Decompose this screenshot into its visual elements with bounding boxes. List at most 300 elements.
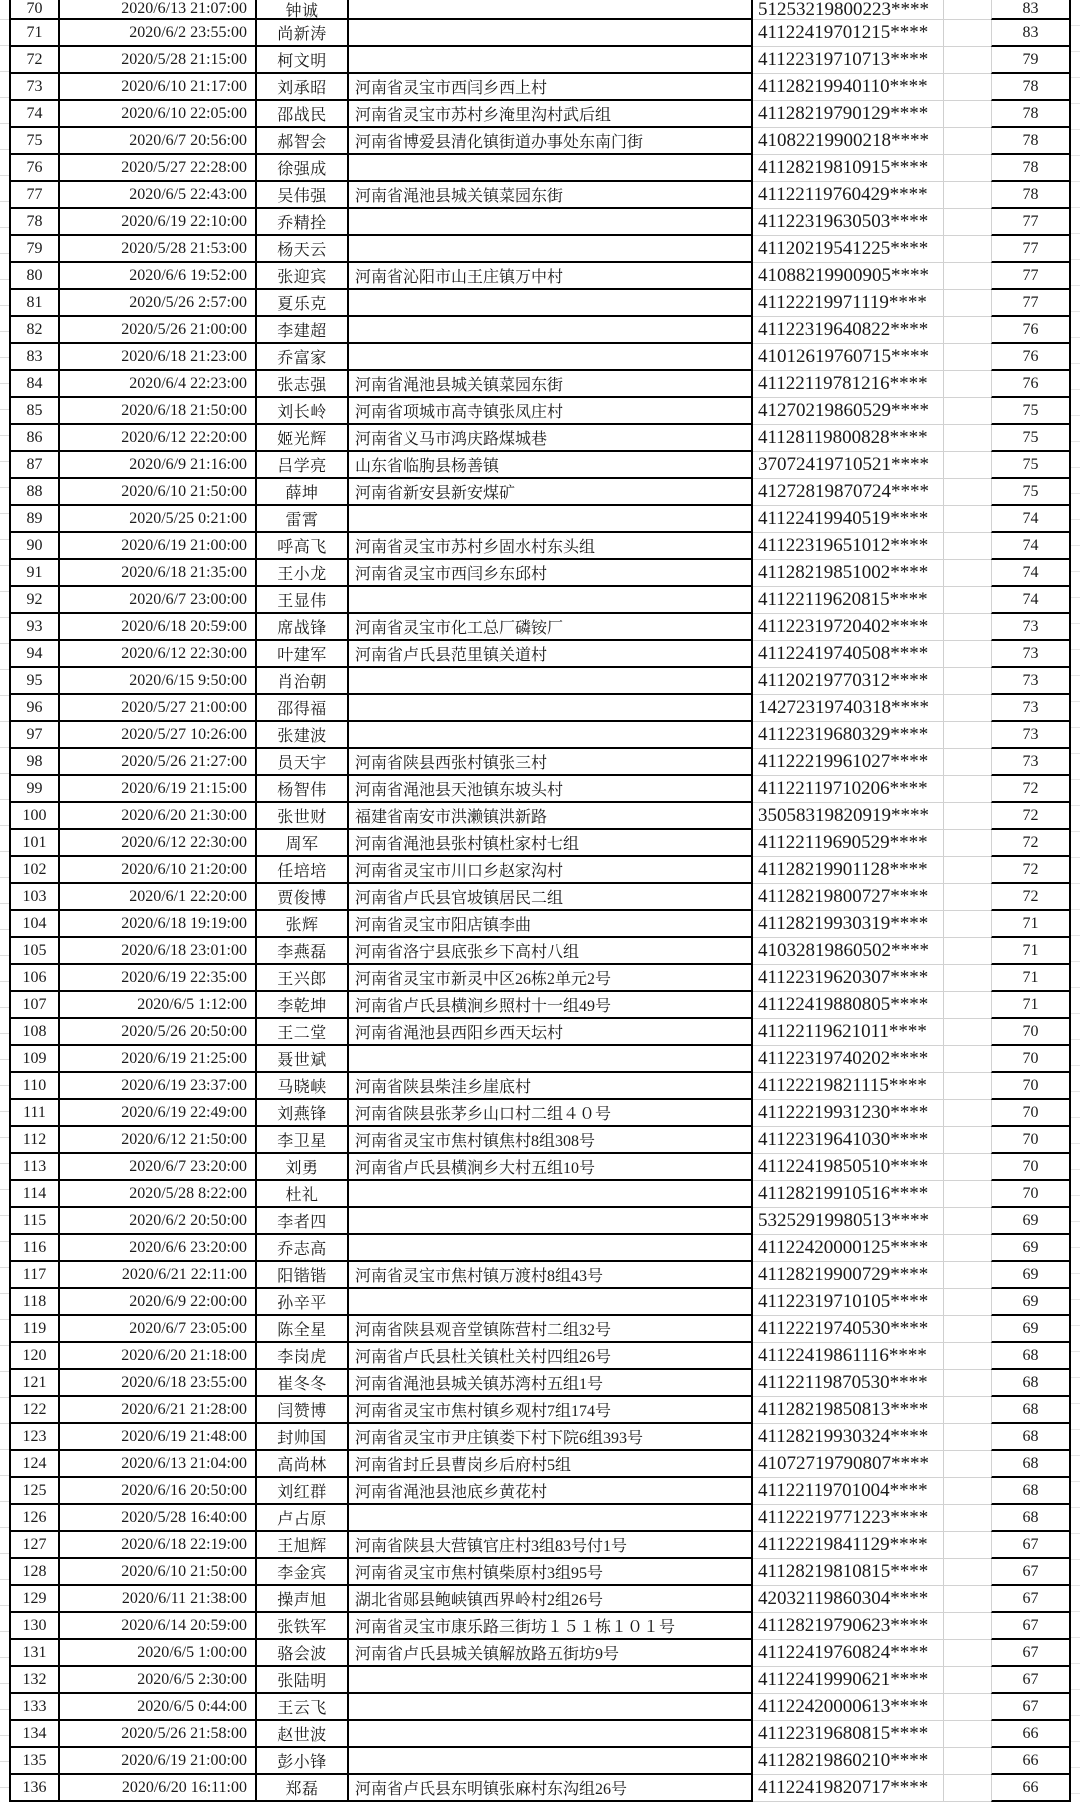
row-index-cell[interactable]: 131 bbox=[9, 1640, 60, 1667]
person-name-cell[interactable]: 叶建军 bbox=[257, 641, 349, 668]
row-index-cell[interactable]: 129 bbox=[9, 1586, 60, 1613]
id-number-cell[interactable]: 41128219810915**** bbox=[753, 155, 991, 182]
datetime-cell[interactable]: 2020/5/26 21:00:00 bbox=[60, 317, 257, 344]
datetime-cell[interactable]: 2020/5/28 16:40:00 bbox=[60, 1505, 257, 1532]
row-index-cell[interactable]: 83 bbox=[9, 344, 60, 371]
person-name-cell[interactable]: 杨智伟 bbox=[257, 776, 349, 803]
id-number-cell[interactable]: 41012619760715**** bbox=[753, 344, 991, 371]
row-index-cell[interactable]: 71 bbox=[9, 20, 60, 47]
id-number-cell[interactable]: 14272319740318**** bbox=[753, 695, 991, 722]
row-index-cell[interactable]: 93 bbox=[9, 614, 60, 641]
score-cell[interactable]: 74 bbox=[991, 587, 1071, 614]
datetime-cell[interactable]: 2020/6/10 21:50:00 bbox=[60, 1559, 257, 1586]
datetime-cell[interactable]: 2020/6/18 21:35:00 bbox=[60, 560, 257, 587]
score-cell[interactable]: 67 bbox=[991, 1613, 1071, 1640]
datetime-cell[interactable]: 2020/6/13 21:04:00 bbox=[60, 1451, 257, 1478]
row-index-cell[interactable]: 105 bbox=[9, 938, 60, 965]
address-cell[interactable] bbox=[349, 236, 753, 263]
id-number-cell[interactable]: 41122119710206**** bbox=[753, 776, 991, 803]
address-cell[interactable]: 河南省沁阳市山王庄镇万中村 bbox=[349, 263, 753, 290]
address-cell[interactable]: 河南省灵宝市西闫乡东邱村 bbox=[349, 560, 753, 587]
person-name-cell[interactable]: 夏乐克 bbox=[257, 290, 349, 317]
row-index-cell[interactable]: 116 bbox=[9, 1235, 60, 1262]
row-index-cell[interactable]: 118 bbox=[9, 1289, 60, 1316]
datetime-cell[interactable]: 2020/5/28 21:53:00 bbox=[60, 236, 257, 263]
address-cell[interactable] bbox=[349, 209, 753, 236]
score-cell[interactable]: 77 bbox=[991, 263, 1071, 290]
score-cell[interactable]: 72 bbox=[991, 803, 1071, 830]
row-index-cell[interactable]: 114 bbox=[9, 1181, 60, 1208]
id-number-cell[interactable]: 41128219850813**** bbox=[753, 1397, 991, 1424]
address-cell[interactable]: 河南省博爱县清化镇街道办事处东南门街 bbox=[349, 128, 753, 155]
datetime-cell[interactable]: 2020/6/4 22:23:00 bbox=[60, 371, 257, 398]
row-index-cell[interactable]: 112 bbox=[9, 1127, 60, 1154]
address-cell[interactable]: 河南省卢氏县横涧乡大村五组10号 bbox=[349, 1154, 753, 1181]
row-index-cell[interactable]: 84 bbox=[9, 371, 60, 398]
row-index-cell[interactable]: 88 bbox=[9, 479, 60, 506]
row-index-cell[interactable]: 96 bbox=[9, 695, 60, 722]
score-cell[interactable]: 71 bbox=[991, 938, 1071, 965]
datetime-cell[interactable]: 2020/6/20 21:30:00 bbox=[60, 803, 257, 830]
person-name-cell[interactable]: 李岗虎 bbox=[257, 1343, 349, 1370]
datetime-cell[interactable]: 2020/6/7 23:20:00 bbox=[60, 1154, 257, 1181]
score-cell[interactable]: 68 bbox=[991, 1370, 1071, 1397]
row-index-cell[interactable]: 136 bbox=[9, 1775, 60, 1802]
datetime-cell[interactable]: 2020/6/10 22:05:00 bbox=[60, 101, 257, 128]
row-index-cell[interactable]: 98 bbox=[9, 749, 60, 776]
row-index-cell[interactable]: 107 bbox=[9, 992, 60, 1019]
score-cell[interactable]: 68 bbox=[991, 1397, 1071, 1424]
id-number-cell[interactable]: 41128219901128**** bbox=[753, 857, 991, 884]
address-cell[interactable]: 河南省灵宝市川口乡赵家沟村 bbox=[349, 857, 753, 884]
row-index-cell[interactable]: 79 bbox=[9, 236, 60, 263]
address-cell[interactable] bbox=[349, 317, 753, 344]
address-cell[interactable] bbox=[349, 1235, 753, 1262]
address-cell[interactable]: 河南省卢氏县东明镇张麻村东沟组26号 bbox=[349, 1775, 753, 1802]
score-cell[interactable]: 74 bbox=[991, 560, 1071, 587]
address-cell[interactable]: 河南省卢氏县横涧乡照村十一组49号 bbox=[349, 992, 753, 1019]
id-number-cell[interactable]: 41122419701215**** bbox=[753, 20, 991, 47]
datetime-cell[interactable]: 2020/6/19 21:48:00 bbox=[60, 1424, 257, 1451]
score-cell[interactable]: 66 bbox=[991, 1721, 1071, 1748]
score-cell[interactable]: 71 bbox=[991, 992, 1071, 1019]
address-cell[interactable]: 河南省卢氏县范里镇关道村 bbox=[349, 641, 753, 668]
person-name-cell[interactable]: 钟诚 bbox=[257, 0, 349, 20]
address-cell[interactable]: 河南省灵宝市西闫乡西上村 bbox=[349, 74, 753, 101]
address-cell[interactable] bbox=[349, 47, 753, 74]
datetime-cell[interactable]: 2020/6/19 21:15:00 bbox=[60, 776, 257, 803]
row-index-cell[interactable]: 113 bbox=[9, 1154, 60, 1181]
person-name-cell[interactable]: 姬光辉 bbox=[257, 425, 349, 452]
person-name-cell[interactable]: 李建超 bbox=[257, 317, 349, 344]
address-cell[interactable]: 河南省洛宁县底张乡下高村八组 bbox=[349, 938, 753, 965]
id-number-cell[interactable]: 41120219770312**** bbox=[753, 668, 991, 695]
score-cell[interactable]: 67 bbox=[991, 1586, 1071, 1613]
id-number-cell[interactable]: 41122419940519**** bbox=[753, 506, 991, 533]
id-number-cell[interactable]: 41128219940110**** bbox=[753, 74, 991, 101]
score-cell[interactable]: 72 bbox=[991, 776, 1071, 803]
person-name-cell[interactable]: 周军 bbox=[257, 830, 349, 857]
score-cell[interactable]: 79 bbox=[991, 47, 1071, 74]
id-number-cell[interactable]: 41128219790129**** bbox=[753, 101, 991, 128]
score-cell[interactable]: 73 bbox=[991, 668, 1071, 695]
datetime-cell[interactable]: 2020/5/27 21:00:00 bbox=[60, 695, 257, 722]
row-index-cell[interactable]: 127 bbox=[9, 1532, 60, 1559]
address-cell[interactable]: 河南省新安县新安煤矿 bbox=[349, 479, 753, 506]
person-name-cell[interactable]: 张志强 bbox=[257, 371, 349, 398]
address-cell[interactable]: 河南省灵宝市新灵中区26栋2单元2号 bbox=[349, 965, 753, 992]
address-cell[interactable]: 河南省渑池县池底乡黄花村 bbox=[349, 1478, 753, 1505]
row-index-cell[interactable]: 95 bbox=[9, 668, 60, 695]
datetime-cell[interactable]: 2020/6/18 23:01:00 bbox=[60, 938, 257, 965]
id-number-cell[interactable]: 41120219541225**** bbox=[753, 236, 991, 263]
person-name-cell[interactable]: 肖治朝 bbox=[257, 668, 349, 695]
score-cell[interactable]: 69 bbox=[991, 1208, 1071, 1235]
person-name-cell[interactable]: 操声旭 bbox=[257, 1586, 349, 1613]
id-number-cell[interactable]: 41122319680329**** bbox=[753, 722, 991, 749]
datetime-cell[interactable]: 2020/6/6 19:52:00 bbox=[60, 263, 257, 290]
row-index-cell[interactable]: 111 bbox=[9, 1100, 60, 1127]
person-name-cell[interactable]: 封帅国 bbox=[257, 1424, 349, 1451]
row-index-cell[interactable]: 97 bbox=[9, 722, 60, 749]
datetime-cell[interactable]: 2020/6/7 23:05:00 bbox=[60, 1316, 257, 1343]
score-cell[interactable]: 78 bbox=[991, 101, 1071, 128]
score-cell[interactable]: 74 bbox=[991, 533, 1071, 560]
row-index-cell[interactable]: 119 bbox=[9, 1316, 60, 1343]
datetime-cell[interactable]: 2020/6/19 21:25:00 bbox=[60, 1046, 257, 1073]
row-index-cell[interactable]: 120 bbox=[9, 1343, 60, 1370]
person-name-cell[interactable]: 李者四 bbox=[257, 1208, 349, 1235]
person-name-cell[interactable]: 吕学亮 bbox=[257, 452, 349, 479]
row-index-cell[interactable]: 99 bbox=[9, 776, 60, 803]
row-index-cell[interactable]: 94 bbox=[9, 641, 60, 668]
person-name-cell[interactable]: 吴伟强 bbox=[257, 182, 349, 209]
address-cell[interactable] bbox=[349, 695, 753, 722]
address-cell[interactable]: 河南省灵宝市康乐路三街坊１５１栋１０１号 bbox=[349, 1613, 753, 1640]
id-number-cell[interactable]: 41122319680815**** bbox=[753, 1721, 991, 1748]
id-number-cell[interactable]: 41122419861116**** bbox=[753, 1343, 991, 1370]
row-index-cell[interactable]: 110 bbox=[9, 1073, 60, 1100]
datetime-cell[interactable]: 2020/6/15 9:50:00 bbox=[60, 668, 257, 695]
score-cell[interactable]: 75 bbox=[991, 452, 1071, 479]
row-index-cell[interactable]: 91 bbox=[9, 560, 60, 587]
datetime-cell[interactable]: 2020/6/16 20:50:00 bbox=[60, 1478, 257, 1505]
person-name-cell[interactable]: 闫赞博 bbox=[257, 1397, 349, 1424]
id-number-cell[interactable]: 41122119620815**** bbox=[753, 587, 991, 614]
id-number-cell[interactable]: 41122319710105**** bbox=[753, 1289, 991, 1316]
person-name-cell[interactable]: 赵世波 bbox=[257, 1721, 349, 1748]
row-index-cell[interactable]: 92 bbox=[9, 587, 60, 614]
row-index-cell[interactable]: 87 bbox=[9, 452, 60, 479]
id-number-cell[interactable]: 37072419710521**** bbox=[753, 452, 991, 479]
row-index-cell[interactable]: 86 bbox=[9, 425, 60, 452]
score-cell[interactable]: 77 bbox=[991, 290, 1071, 317]
row-index-cell[interactable]: 76 bbox=[9, 155, 60, 182]
datetime-cell[interactable]: 2020/6/5 0:44:00 bbox=[60, 1694, 257, 1721]
id-number-cell[interactable]: 41128219860210**** bbox=[753, 1748, 991, 1775]
score-cell[interactable]: 73 bbox=[991, 614, 1071, 641]
address-cell[interactable]: 河南省渑池县张村镇杜家村七组 bbox=[349, 830, 753, 857]
id-number-cell[interactable]: 41128219910516**** bbox=[753, 1181, 991, 1208]
person-name-cell[interactable]: 邵战民 bbox=[257, 101, 349, 128]
row-index-cell[interactable]: 117 bbox=[9, 1262, 60, 1289]
id-number-cell[interactable]: 53252919980513**** bbox=[753, 1208, 991, 1235]
id-number-cell[interactable]: 41122119781216**** bbox=[753, 371, 991, 398]
score-cell[interactable]: 78 bbox=[991, 155, 1071, 182]
score-cell[interactable]: 78 bbox=[991, 182, 1071, 209]
row-index-cell[interactable]: 75 bbox=[9, 128, 60, 155]
address-cell[interactable]: 河南省灵宝市阳店镇李曲 bbox=[349, 911, 753, 938]
datetime-cell[interactable]: 2020/5/26 21:58:00 bbox=[60, 1721, 257, 1748]
id-number-cell[interactable]: 41122419990621**** bbox=[753, 1667, 991, 1694]
person-name-cell[interactable]: 员天宇 bbox=[257, 749, 349, 776]
score-cell[interactable]: 75 bbox=[991, 479, 1071, 506]
id-number-cell[interactable]: 35058319820919**** bbox=[753, 803, 991, 830]
datetime-cell[interactable]: 2020/6/20 16:11:00 bbox=[60, 1775, 257, 1802]
person-name-cell[interactable]: 张陆明 bbox=[257, 1667, 349, 1694]
address-cell[interactable]: 河南省灵宝市苏村乡固水村东头组 bbox=[349, 533, 753, 560]
id-number-cell[interactable]: 41082219900218**** bbox=[753, 128, 991, 155]
id-number-cell[interactable]: 41122119870530**** bbox=[753, 1370, 991, 1397]
person-name-cell[interactable]: 王小龙 bbox=[257, 560, 349, 587]
datetime-cell[interactable]: 2020/5/26 20:50:00 bbox=[60, 1019, 257, 1046]
person-name-cell[interactable]: 王兴郎 bbox=[257, 965, 349, 992]
datetime-cell[interactable]: 2020/6/7 20:56:00 bbox=[60, 128, 257, 155]
score-cell[interactable]: 72 bbox=[991, 857, 1071, 884]
row-index-cell[interactable]: 104 bbox=[9, 911, 60, 938]
id-number-cell[interactable]: 41122319620307**** bbox=[753, 965, 991, 992]
score-cell[interactable]: 75 bbox=[991, 425, 1071, 452]
score-cell[interactable]: 68 bbox=[991, 1424, 1071, 1451]
person-name-cell[interactable]: 陈全星 bbox=[257, 1316, 349, 1343]
row-index-cell[interactable]: 100 bbox=[9, 803, 60, 830]
id-number-cell[interactable]: 41122219740530**** bbox=[753, 1316, 991, 1343]
person-name-cell[interactable]: 贾俊博 bbox=[257, 884, 349, 911]
row-index-cell[interactable]: 77 bbox=[9, 182, 60, 209]
address-cell[interactable]: 河南省灵宝市焦村镇万渡村8组43号 bbox=[349, 1262, 753, 1289]
person-name-cell[interactable]: 阳锴锴 bbox=[257, 1262, 349, 1289]
score-cell[interactable]: 68 bbox=[991, 1505, 1071, 1532]
score-cell[interactable]: 78 bbox=[991, 128, 1071, 155]
score-cell[interactable]: 77 bbox=[991, 236, 1071, 263]
person-name-cell[interactable]: 张迎宾 bbox=[257, 263, 349, 290]
person-name-cell[interactable]: 王显伟 bbox=[257, 587, 349, 614]
id-number-cell[interactable]: 41122119760429**** bbox=[753, 182, 991, 209]
row-index-cell[interactable]: 124 bbox=[9, 1451, 60, 1478]
score-cell[interactable]: 66 bbox=[991, 1748, 1071, 1775]
id-number-cell[interactable]: 41072719790807**** bbox=[753, 1451, 991, 1478]
score-cell[interactable]: 70 bbox=[991, 1073, 1071, 1100]
person-name-cell[interactable]: 乔志高 bbox=[257, 1235, 349, 1262]
id-number-cell[interactable]: 41122319720402**** bbox=[753, 614, 991, 641]
id-number-cell[interactable]: 41128219810815**** bbox=[753, 1559, 991, 1586]
row-index-cell[interactable]: 90 bbox=[9, 533, 60, 560]
datetime-cell[interactable]: 2020/6/6 23:20:00 bbox=[60, 1235, 257, 1262]
person-name-cell[interactable]: 刘勇 bbox=[257, 1154, 349, 1181]
id-number-cell[interactable]: 41088219900905**** bbox=[753, 263, 991, 290]
row-index-cell[interactable]: 101 bbox=[9, 830, 60, 857]
datetime-cell[interactable]: 2020/6/21 21:28:00 bbox=[60, 1397, 257, 1424]
score-cell[interactable]: 75 bbox=[991, 398, 1071, 425]
datetime-cell[interactable]: 2020/5/26 2:57:00 bbox=[60, 290, 257, 317]
id-number-cell[interactable]: 41122419740508**** bbox=[753, 641, 991, 668]
address-cell[interactable]: 河南省项城市高寺镇张凤庄村 bbox=[349, 398, 753, 425]
datetime-cell[interactable]: 2020/6/12 22:20:00 bbox=[60, 425, 257, 452]
person-name-cell[interactable]: 卢占原 bbox=[257, 1505, 349, 1532]
id-number-cell[interactable]: 41032819860502**** bbox=[753, 938, 991, 965]
score-cell[interactable]: 73 bbox=[991, 749, 1071, 776]
address-cell[interactable] bbox=[349, 155, 753, 182]
score-cell[interactable]: 68 bbox=[991, 1451, 1071, 1478]
row-index-cell[interactable]: 134 bbox=[9, 1721, 60, 1748]
row-index-cell[interactable]: 81 bbox=[9, 290, 60, 317]
datetime-cell[interactable]: 2020/6/10 21:50:00 bbox=[60, 479, 257, 506]
address-cell[interactable] bbox=[349, 1721, 753, 1748]
row-index-cell[interactable]: 103 bbox=[9, 884, 60, 911]
address-cell[interactable]: 河南省封丘县曹岗乡后府村5组 bbox=[349, 1451, 753, 1478]
person-name-cell[interactable]: 杨天云 bbox=[257, 236, 349, 263]
row-index-cell[interactable]: 106 bbox=[9, 965, 60, 992]
datetime-cell[interactable]: 2020/6/18 21:23:00 bbox=[60, 344, 257, 371]
person-name-cell[interactable]: 张辉 bbox=[257, 911, 349, 938]
address-cell[interactable] bbox=[349, 668, 753, 695]
datetime-cell[interactable]: 2020/6/19 21:00:00 bbox=[60, 533, 257, 560]
person-name-cell[interactable]: 呼高飞 bbox=[257, 533, 349, 560]
score-cell[interactable]: 70 bbox=[991, 1181, 1071, 1208]
datetime-cell[interactable]: 2020/6/21 22:11:00 bbox=[60, 1262, 257, 1289]
datetime-cell[interactable]: 2020/6/9 21:16:00 bbox=[60, 452, 257, 479]
score-cell[interactable]: 67 bbox=[991, 1559, 1071, 1586]
datetime-cell[interactable]: 2020/5/28 21:15:00 bbox=[60, 47, 257, 74]
score-cell[interactable]: 76 bbox=[991, 317, 1071, 344]
person-name-cell[interactable]: 雷霄 bbox=[257, 506, 349, 533]
score-cell[interactable]: 70 bbox=[991, 1154, 1071, 1181]
person-name-cell[interactable]: 邵得福 bbox=[257, 695, 349, 722]
id-number-cell[interactable]: 41122219971119**** bbox=[753, 290, 991, 317]
person-name-cell[interactable]: 薛坤 bbox=[257, 479, 349, 506]
row-index-cell[interactable]: 80 bbox=[9, 263, 60, 290]
address-cell[interactable] bbox=[349, 1694, 753, 1721]
datetime-cell[interactable]: 2020/6/1 22:20:00 bbox=[60, 884, 257, 911]
row-index-cell[interactable]: 82 bbox=[9, 317, 60, 344]
address-cell[interactable]: 河南省灵宝市苏村乡淹里沟村武后组 bbox=[349, 101, 753, 128]
score-cell[interactable]: 78 bbox=[991, 74, 1071, 101]
row-index-cell[interactable]: 89 bbox=[9, 506, 60, 533]
id-number-cell[interactable]: 41128219800727**** bbox=[753, 884, 991, 911]
datetime-cell[interactable]: 2020/6/12 21:50:00 bbox=[60, 1127, 257, 1154]
score-cell[interactable]: 69 bbox=[991, 1235, 1071, 1262]
address-cell[interactable] bbox=[349, 1208, 753, 1235]
address-cell[interactable]: 福建省南安市洪濑镇洪新路 bbox=[349, 803, 753, 830]
row-index-cell[interactable]: 128 bbox=[9, 1559, 60, 1586]
person-name-cell[interactable]: 高尚林 bbox=[257, 1451, 349, 1478]
row-index-cell[interactable]: 115 bbox=[9, 1208, 60, 1235]
datetime-cell[interactable]: 2020/6/20 21:18:00 bbox=[60, 1343, 257, 1370]
score-cell[interactable]: 69 bbox=[991, 1262, 1071, 1289]
address-cell[interactable]: 湖北省郧县鲍峡镇西界岭村2组26号 bbox=[349, 1586, 753, 1613]
person-name-cell[interactable]: 乔精拴 bbox=[257, 209, 349, 236]
address-cell[interactable]: 河南省渑池县城关镇菜园东街 bbox=[349, 182, 753, 209]
score-cell[interactable]: 67 bbox=[991, 1532, 1071, 1559]
person-name-cell[interactable]: 张世财 bbox=[257, 803, 349, 830]
address-cell[interactable]: 河南省陕县大营镇官庄村3组83号付1号 bbox=[349, 1532, 753, 1559]
person-name-cell[interactable]: 乔富家 bbox=[257, 344, 349, 371]
datetime-cell[interactable]: 2020/5/26 21:27:00 bbox=[60, 749, 257, 776]
row-index-cell[interactable]: 132 bbox=[9, 1667, 60, 1694]
score-cell[interactable]: 67 bbox=[991, 1640, 1071, 1667]
address-cell[interactable]: 河南省灵宝市化工总厂磷铵厂 bbox=[349, 614, 753, 641]
person-name-cell[interactable]: 李卫星 bbox=[257, 1127, 349, 1154]
person-name-cell[interactable]: 李燕磊 bbox=[257, 938, 349, 965]
score-cell[interactable]: 67 bbox=[991, 1667, 1071, 1694]
datetime-cell[interactable]: 2020/6/5 1:12:00 bbox=[60, 992, 257, 1019]
id-number-cell[interactable]: 41122420000125**** bbox=[753, 1235, 991, 1262]
score-cell[interactable]: 74 bbox=[991, 506, 1071, 533]
datetime-cell[interactable]: 2020/5/25 0:21:00 bbox=[60, 506, 257, 533]
score-cell[interactable]: 76 bbox=[991, 344, 1071, 371]
row-index-cell[interactable]: 74 bbox=[9, 101, 60, 128]
address-cell[interactable] bbox=[349, 1046, 753, 1073]
score-cell[interactable]: 73 bbox=[991, 722, 1071, 749]
row-index-cell[interactable]: 125 bbox=[9, 1478, 60, 1505]
person-name-cell[interactable]: 骆会波 bbox=[257, 1640, 349, 1667]
datetime-cell[interactable]: 2020/5/27 10:26:00 bbox=[60, 722, 257, 749]
datetime-cell[interactable]: 2020/6/7 23:00:00 bbox=[60, 587, 257, 614]
score-cell[interactable]: 70 bbox=[991, 1127, 1071, 1154]
datetime-cell[interactable]: 2020/6/18 20:59:00 bbox=[60, 614, 257, 641]
person-name-cell[interactable]: 徐强成 bbox=[257, 155, 349, 182]
person-name-cell[interactable]: 柯文明 bbox=[257, 47, 349, 74]
id-number-cell[interactable]: 41122419880805**** bbox=[753, 992, 991, 1019]
person-name-cell[interactable]: 任培培 bbox=[257, 857, 349, 884]
person-name-cell[interactable]: 王二堂 bbox=[257, 1019, 349, 1046]
address-cell[interactable]: 河南省渑池县西阳乡西天坛村 bbox=[349, 1019, 753, 1046]
address-cell[interactable] bbox=[349, 1748, 753, 1775]
score-cell[interactable]: 68 bbox=[991, 1478, 1071, 1505]
id-number-cell[interactable]: 41122419760824**** bbox=[753, 1640, 991, 1667]
person-name-cell[interactable]: 王云飞 bbox=[257, 1694, 349, 1721]
datetime-cell[interactable]: 2020/6/19 22:10:00 bbox=[60, 209, 257, 236]
person-name-cell[interactable]: 聂世斌 bbox=[257, 1046, 349, 1073]
person-name-cell[interactable]: 刘燕锋 bbox=[257, 1100, 349, 1127]
datetime-cell[interactable]: 2020/6/18 22:19:00 bbox=[60, 1532, 257, 1559]
datetime-cell[interactable]: 2020/6/5 1:00:00 bbox=[60, 1640, 257, 1667]
id-number-cell[interactable]: 41122219821115**** bbox=[753, 1073, 991, 1100]
person-name-cell[interactable]: 张铁军 bbox=[257, 1613, 349, 1640]
score-cell[interactable]: 68 bbox=[991, 1343, 1071, 1370]
id-number-cell[interactable]: 41128219930324**** bbox=[753, 1424, 991, 1451]
datetime-cell[interactable]: 2020/5/27 22:28:00 bbox=[60, 155, 257, 182]
row-index-cell[interactable]: 123 bbox=[9, 1424, 60, 1451]
score-cell[interactable]: 73 bbox=[991, 695, 1071, 722]
score-cell[interactable]: 70 bbox=[991, 1100, 1071, 1127]
datetime-cell[interactable]: 2020/6/14 20:59:00 bbox=[60, 1613, 257, 1640]
datetime-cell[interactable]: 2020/6/2 20:50:00 bbox=[60, 1208, 257, 1235]
address-cell[interactable]: 河南省陕县西张村镇张三村 bbox=[349, 749, 753, 776]
person-name-cell[interactable]: 席战锋 bbox=[257, 614, 349, 641]
person-name-cell[interactable]: 杜礼 bbox=[257, 1181, 349, 1208]
score-cell[interactable]: 72 bbox=[991, 830, 1071, 857]
datetime-cell[interactable]: 2020/6/19 21:00:00 bbox=[60, 1748, 257, 1775]
row-index-cell[interactable]: 122 bbox=[9, 1397, 60, 1424]
datetime-cell[interactable]: 2020/6/19 22:49:00 bbox=[60, 1100, 257, 1127]
datetime-cell[interactable]: 2020/6/19 22:35:00 bbox=[60, 965, 257, 992]
score-cell[interactable]: 71 bbox=[991, 911, 1071, 938]
row-index-cell[interactable]: 126 bbox=[9, 1505, 60, 1532]
address-cell[interactable]: 河南省卢氏县城关镇解放路五街坊9号 bbox=[349, 1640, 753, 1667]
datetime-cell[interactable]: 2020/6/5 2:30:00 bbox=[60, 1667, 257, 1694]
address-cell[interactable] bbox=[349, 344, 753, 371]
